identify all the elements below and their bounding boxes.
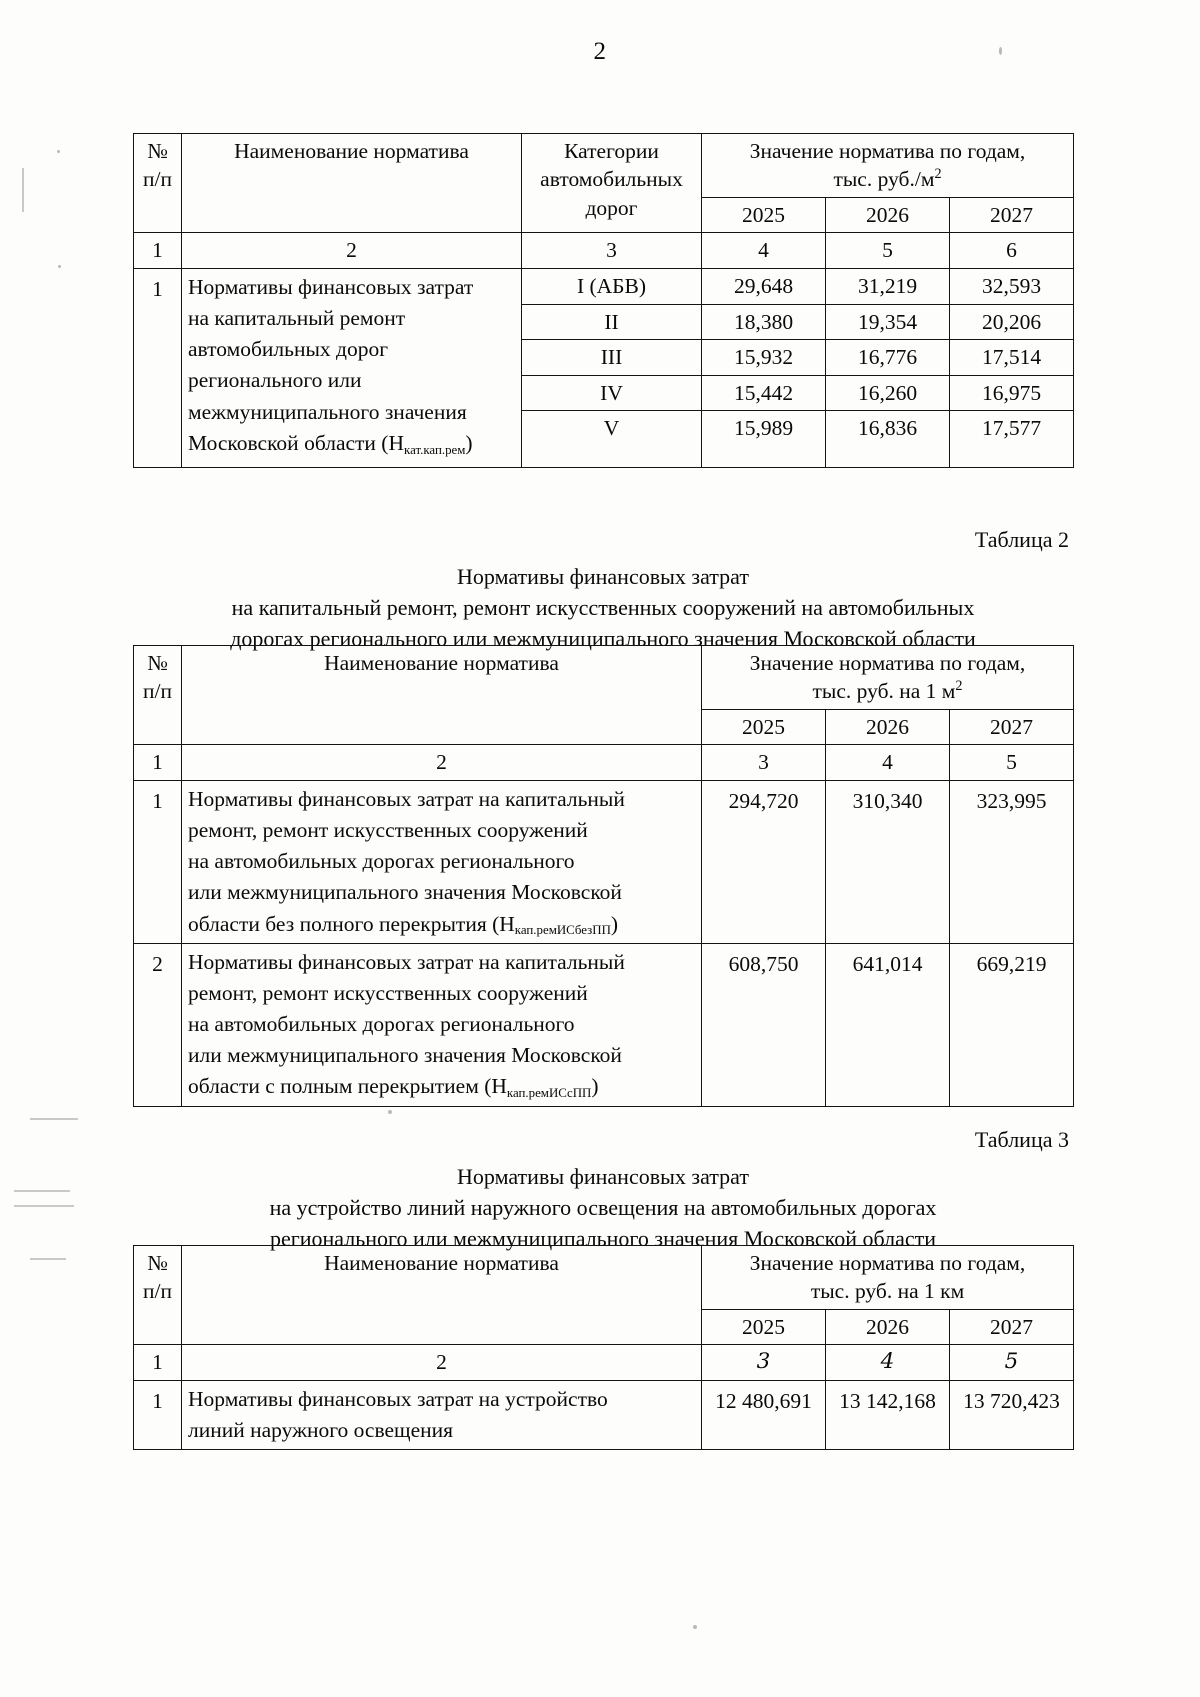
table-1-column-number-row xyxy=(134,233,1074,269)
row-name-subscript: кап.ремИСбезПП xyxy=(514,923,611,938)
colnum-2: 2 xyxy=(182,745,702,781)
value-cell-2026: 13 142,168 xyxy=(826,1380,950,1449)
table-3-column-number-row xyxy=(134,1345,1074,1381)
header-year-2027: 2027 xyxy=(950,1309,1074,1345)
table-2-title-line-3: дорогах регионального или межмуниципального значения Московской области xyxy=(230,626,976,652)
header-year-2027: 2027 xyxy=(950,197,1074,233)
header-values-line1: Значение норматива по годам, xyxy=(749,651,1026,675)
row-name-line-3: на автомобильных дорогах регионального xyxy=(188,849,575,874)
colnum-1: 1 xyxy=(134,745,182,781)
table-3-block xyxy=(133,1245,1074,1450)
header-cell-name xyxy=(182,134,522,233)
colnum-4: 4 xyxy=(702,233,826,269)
value-cell-2027: 323,995 xyxy=(950,780,1074,943)
scan-speck xyxy=(693,1625,697,1629)
value-cell-2026: 19,354 xyxy=(826,304,950,340)
table-1-block xyxy=(133,133,1074,468)
header-cell-values xyxy=(702,646,1074,710)
value-cell-2026: 16,776 xyxy=(826,340,950,376)
row-index: 1 xyxy=(134,268,182,467)
row-name-tail: ) xyxy=(610,911,619,936)
value-cell-2025: 15,932 xyxy=(702,340,826,376)
row-index: 1 xyxy=(134,1380,182,1449)
colnum-4: 4 xyxy=(826,745,950,781)
table-1 xyxy=(133,133,1074,468)
header-name-label: Наименование норматива xyxy=(324,651,559,675)
value-cell-2027: 32,593 xyxy=(950,268,1074,304)
value-cell-2026: 31,219 xyxy=(826,268,950,304)
scan-speck xyxy=(58,265,61,268)
table-2-header-row xyxy=(134,646,1074,710)
header-no-line2: п/п xyxy=(143,167,172,192)
header-values-superscript: 2 xyxy=(955,678,963,695)
scan-artifact-line xyxy=(14,1205,74,1207)
header-no-line1: № xyxy=(147,1251,168,1275)
header-name-label: Наименование норматива xyxy=(324,1251,559,1275)
header-name-label: Наименование норматива xyxy=(234,139,469,163)
header-cell-category xyxy=(522,134,702,233)
row-name-line-3: автомобильных дорог xyxy=(188,337,389,362)
value-cell-2027: 669,219 xyxy=(950,943,1074,1106)
row-name-line-1: Нормативы финансовых затрат на устройство xyxy=(188,1386,608,1411)
row-name-line-4: или межмуниципального значения Московской xyxy=(188,1043,622,1068)
value-cell-2026: 16,836 xyxy=(826,411,950,468)
value-cell-2027: 17,577 xyxy=(950,411,1074,468)
header-cell-no xyxy=(134,1246,182,1345)
header-values-line2: тыс. руб. на 1 км xyxy=(810,1279,965,1304)
scan-artifact-line xyxy=(30,1118,78,1120)
table-2-column-number-row xyxy=(134,745,1074,781)
table-row xyxy=(134,780,1074,943)
row-name-line-2: ремонт, ремонт искусственных сооружений xyxy=(188,980,588,1005)
scan-artifact-line xyxy=(30,1258,66,1260)
value-cell-2027: 16,975 xyxy=(950,375,1074,411)
row-name-line6-text: Московской области (Н xyxy=(188,430,404,455)
table-3-caption: Таблица 3 xyxy=(974,1127,1069,1152)
header-category-line2: автомобильных xyxy=(540,167,683,192)
colnum-3: 3 xyxy=(522,233,702,269)
header-cell-name xyxy=(182,1246,702,1345)
row-name-line5-text: области без полного перекрытия (Н xyxy=(188,911,515,936)
header-year-2025: 2025 xyxy=(702,197,826,233)
header-values-units: тыс. руб. на 1 м xyxy=(812,679,956,704)
header-year-2025: 2025 xyxy=(702,1309,826,1345)
header-cell-no xyxy=(134,646,182,745)
header-year-2025: 2025 xyxy=(702,709,826,745)
table-3-header-row xyxy=(134,1246,1074,1310)
header-year-2026: 2026 xyxy=(826,1309,950,1345)
table-3-title-line-1: Нормативы финансовых затрат xyxy=(457,1164,749,1189)
scan-artifact-line xyxy=(14,1190,70,1192)
row-name-line-1: Нормативы финансовых затрат xyxy=(188,274,474,299)
header-year-2026: 2026 xyxy=(826,709,950,745)
header-cell-no xyxy=(134,134,182,233)
row-name-line-5: межмуниципального значения xyxy=(188,399,467,424)
header-values-line2 xyxy=(708,165,1067,193)
table-3-title-line-2: на устройство линий наружного освещения на автомобильных дорогах xyxy=(269,1195,937,1221)
colnum-1: 1 xyxy=(134,1345,182,1381)
row-name-line-1: Нормативы финансовых затрат на капитальный xyxy=(188,949,625,974)
value-cell-2025: 18,380 xyxy=(702,304,826,340)
header-no-line1: № xyxy=(147,139,168,163)
row-index: 1 xyxy=(134,780,182,943)
header-no-line2: п/п xyxy=(143,679,172,704)
value-cell-2025: 608,750 xyxy=(702,943,826,1106)
table-2-title-line-1: Нормативы финансовых затрат xyxy=(457,564,749,589)
row-name-line-5 xyxy=(188,909,695,940)
row-name-subscript: кап.ремИСсПП xyxy=(506,1086,592,1101)
row-name-line-2: на капитальный ремонт xyxy=(188,306,406,331)
colnum-6: 6 xyxy=(950,233,1074,269)
value-cell-2025: 12 480,691 xyxy=(702,1380,826,1449)
value-cell-2025: 29,648 xyxy=(702,268,826,304)
table-2 xyxy=(133,645,1074,1107)
colnum-3: 3 xyxy=(702,745,826,781)
category-cell: IV xyxy=(522,375,702,411)
row-name-cell xyxy=(182,780,702,943)
value-cell-2026: 641,014 xyxy=(826,943,950,1106)
table-2-block xyxy=(133,645,1074,1107)
value-cell-2026: 16,260 xyxy=(826,375,950,411)
colnum-5: 5 xyxy=(950,1345,1074,1381)
value-cell-2025: 294,720 xyxy=(702,780,826,943)
table-row xyxy=(134,1380,1074,1449)
header-no-line1: № xyxy=(147,651,168,675)
table-1-header-row xyxy=(134,134,1074,198)
table-3-title-line-3: регионального или межмуниципального значения Московской области xyxy=(269,1226,937,1252)
value-cell-2025: 15,989 xyxy=(702,411,826,468)
colnum-5: 5 xyxy=(826,233,950,269)
row-name-line-2: линий наружного освещения xyxy=(188,1418,454,1443)
table-3 xyxy=(133,1245,1074,1450)
header-values-line1: Значение норматива по годам, xyxy=(749,139,1026,163)
header-category-line3: дорог xyxy=(585,195,638,220)
header-cell-values xyxy=(702,134,1074,198)
header-values-line2 xyxy=(708,677,1067,705)
table-3-title xyxy=(133,1161,1073,1255)
header-values-superscript: 2 xyxy=(934,166,942,183)
table-row xyxy=(134,268,1074,304)
colnum-2: 2 xyxy=(182,1345,702,1381)
colnum-1: 1 xyxy=(134,233,182,269)
header-cell-name xyxy=(182,646,702,745)
row-name-cell xyxy=(182,943,702,1106)
category-cell: I (АБВ) xyxy=(522,268,702,304)
colnum-3: 3 xyxy=(702,1345,826,1381)
table-2-title-line-2: на капитальный ремонт, ремонт искусственных сооружений на автомобильных xyxy=(231,595,975,621)
row-name-line-2: ремонт, ремонт искусственных сооружений xyxy=(188,818,588,843)
row-name-cell xyxy=(182,268,522,467)
row-name-line5-text: области с полным перекрытием (Н xyxy=(188,1074,507,1099)
colnum-2: 2 xyxy=(182,233,522,269)
value-cell-2027: 20,206 xyxy=(950,304,1074,340)
header-values-line1: Значение норматива по годам, xyxy=(749,1251,1026,1275)
row-name-line-4: или межмуниципального значения Московской xyxy=(188,880,622,905)
table-2-caption: Таблица 2 xyxy=(974,527,1069,552)
row-index: 2 xyxy=(134,943,182,1106)
section-3-heading xyxy=(133,1097,1073,1255)
colnum-5: 5 xyxy=(950,745,1074,781)
page-number: 2 xyxy=(593,38,607,65)
scan-artifact-line xyxy=(22,168,24,212)
scan-speck xyxy=(57,150,60,153)
row-name-tail: ) xyxy=(591,1074,599,1099)
row-name-tail: ) xyxy=(465,430,473,455)
value-cell-2026: 310,340 xyxy=(826,780,950,943)
row-name-line-4: регионального или xyxy=(188,368,362,393)
header-values-units: тыс. руб./м xyxy=(833,167,935,192)
row-name-line-1: Нормативы финансовых затрат на капитальный xyxy=(188,786,625,811)
header-no-line2: п/п xyxy=(143,1279,172,1304)
section-2-heading xyxy=(133,497,1073,655)
value-cell-2027: 17,514 xyxy=(950,340,1074,376)
value-cell-2027: 13 720,423 xyxy=(950,1380,1074,1449)
value-cell-2025: 15,442 xyxy=(702,375,826,411)
header-cell-values xyxy=(702,1246,1074,1310)
row-name-line-6 xyxy=(188,428,515,459)
row-name-cell xyxy=(182,1380,702,1449)
category-cell: III xyxy=(522,340,702,376)
header-year-2027: 2027 xyxy=(950,709,1074,745)
row-name-subscript: кат.кап.рем xyxy=(404,442,466,457)
header-category-line1: Категории xyxy=(564,139,659,163)
category-cell: II xyxy=(522,304,702,340)
row-name-line-3: на автомобильных дорогах регионального xyxy=(188,1012,575,1037)
colnum-4: 4 xyxy=(826,1345,950,1381)
table-row xyxy=(134,943,1074,1106)
category-cell: V xyxy=(522,411,702,468)
table-2-title xyxy=(133,561,1073,655)
header-year-2026: 2026 xyxy=(826,197,950,233)
